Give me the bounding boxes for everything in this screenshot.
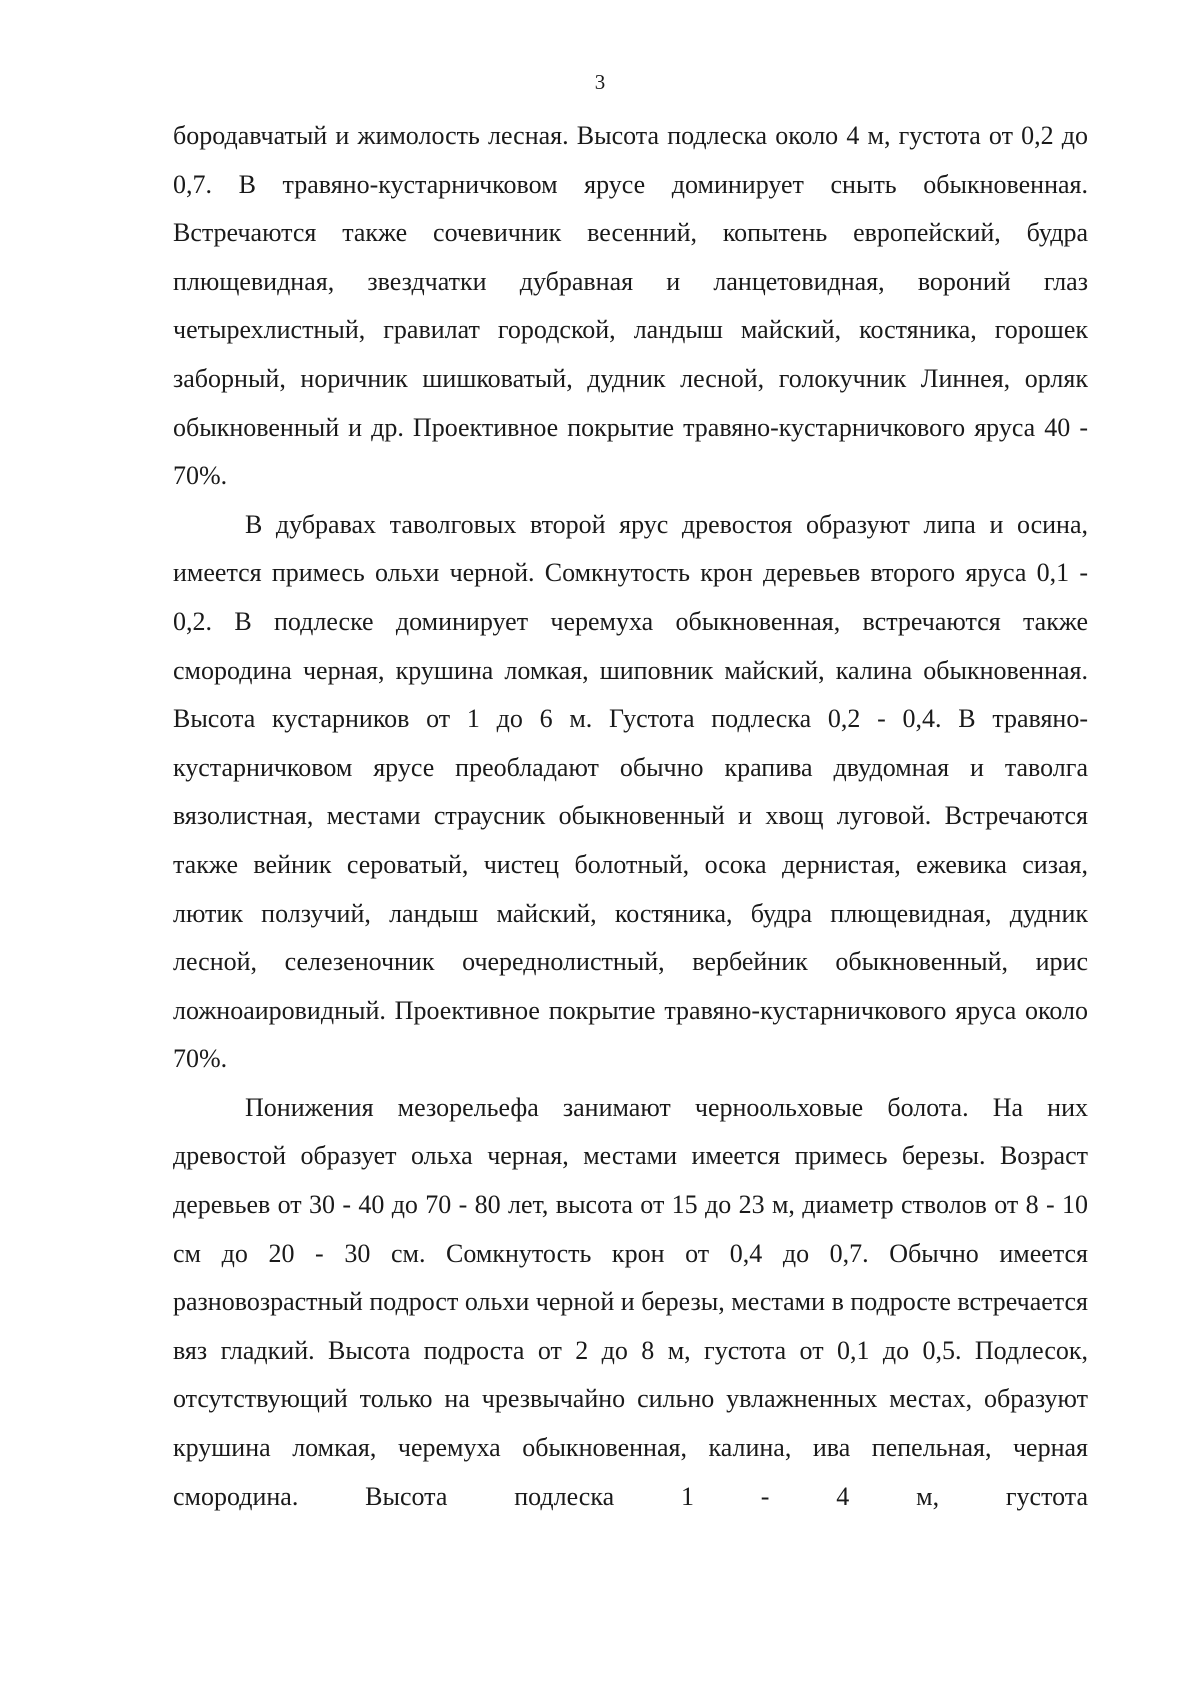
paragraph: В дубравах таволговых второй ярус древостоя образуют липа и осина, имеется примесь ольхи черной. Сомкнутость крон деревьев второго яруса 0,1 - 0,2. В подлеске доминирует черемуха обыкновенная, встречаются также смородина черная, крушина ломкая, шиповник майский, калина обыкновенная. Высота кустарников от 1 до 6 м. Густота подлеска 0,2 - 0,4. В травяно-кустарничковом ярусе преобладают обычно крапива двудомная и таволга вязолистная, местами страусник обыкновенный и хвощ луговой. Встречаются также вейник сероватый, чистец болотный, осока дернистая, ежевика сизая, лютик ползучий, ландыш майский, костяника, будра плющевидная, дудник лесной, селезеночник очереднолистный, вербейник обыкновенный, ирис ложноаировидный. Проективное покрытие травяно-кустарничкового яруса около 70%.: [173, 509, 1088, 1074]
paragraph: бородавчатый и жимолость лесная. Высота подлеска около 4 м, густота от 0,2 до 0,7. В травяно-кустарничковом ярусе доминирует сныть обыкновенная. Встречаются также сочевичник весенний, копытень европейский, будра плющевидная, звездчатки дубравная и ланцетовидная, вороний глаз четырехлистный, гравилат городской, ландыш майский, костяника, горошек заборный, норичник шишковатый, дудник лесной, голокучник Линнея, орляк обыкновенный и др. Проективное покрытие травяно-кустарничкового яруса 40 - 70%.: [173, 121, 1088, 491]
paragraph: Понижения мезорельефа занимают черноольховые болота. На них древостой образует ольха черная, местами имеется примесь березы. Возраст деревьев от 30 - 40 до 70 - 80 лет, высота от 15 до 23 м, диаметр стволов от 8 - 10 см до 20 - 30 см. Сомкнутость крон от 0,4 до 0,7. Обычно имеется разновозрастный подрост ольхи черной и березы, местами в подросте встречается вяз гладкий. Высота подроста от 2 до 8 м, густота от 0,1 до 0,5. Подлесок, отсутствующий только на чрезвычайно сильно увлажненных местах, образуют крушина ломкая, черемуха обыкновенная, калина, ива пепельная, черная смородина. Высота подлеска 1 - 4 м, густота: [173, 1092, 1088, 1511]
page-number: 3: [594, 70, 606, 94]
document-body: [173, 112, 1088, 1521]
